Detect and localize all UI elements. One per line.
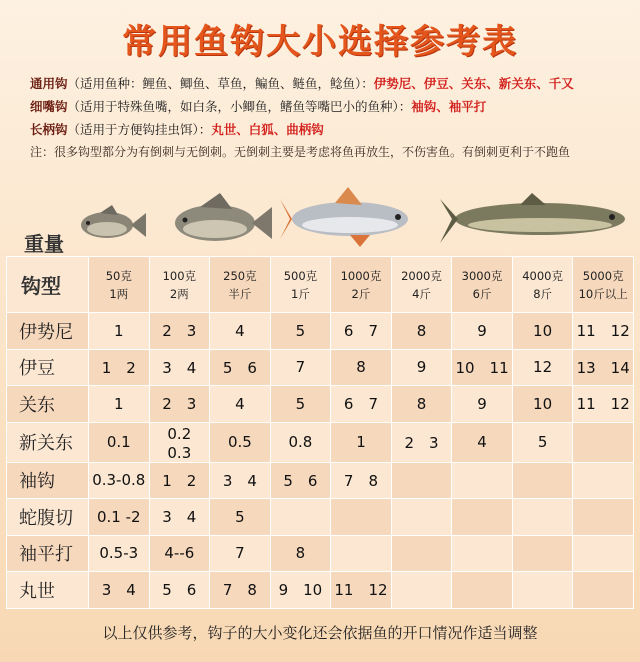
hook-size-cell: 9 xyxy=(452,386,513,423)
weight-column-header xyxy=(331,257,392,313)
hook-size-cell: 1 2 xyxy=(89,349,150,386)
weight-grams: 4000克 xyxy=(522,268,563,283)
hook-size-cell: 0.1 xyxy=(89,422,150,462)
hook-size-cell: 8 xyxy=(270,535,331,572)
table-row xyxy=(7,572,634,609)
note-hooks: 伊势尼、伊豆、关东、新关东、千又 xyxy=(373,76,574,91)
note-desc: （适用于方便钩挂虫饵）： xyxy=(67,122,212,137)
weight-jin: 6斤 xyxy=(472,286,492,301)
weight-column-header xyxy=(210,257,271,313)
note-long-shank-hooks xyxy=(30,118,630,141)
hook-size-cell: 5 xyxy=(270,313,331,350)
hook-size-cell: 0.3-0.8 xyxy=(89,462,150,499)
weight-jin: 1两 xyxy=(109,286,129,301)
footer-note: 以上仅供参考，钩子的大小变化还会依据鱼的开口情况作适当调整 xyxy=(102,624,538,642)
hook-size-cell: 1 xyxy=(331,422,392,462)
hook-size-cell: 1 xyxy=(89,386,150,423)
hook-size-cell: 9 xyxy=(391,349,452,386)
note-label: 通用钩 xyxy=(30,76,68,91)
hook-type-name: 伊势尼 xyxy=(7,313,89,350)
weight-column-header xyxy=(391,257,452,313)
hook-size-cell xyxy=(573,422,634,462)
hook-size-cell: 0.5 xyxy=(210,422,271,462)
hook-size-cell xyxy=(452,499,513,536)
hook-size-cell xyxy=(270,499,331,536)
weight-jin: 4斤 xyxy=(412,286,431,301)
hook-size-cell: 3 4 xyxy=(210,462,271,499)
hook-size-cell xyxy=(573,462,634,499)
weight-grams: 3000克 xyxy=(461,268,503,283)
hook-size-cell: 2 3 xyxy=(391,422,452,462)
weight-jin: 1斤 xyxy=(291,286,310,301)
hook-type-name: 新关东 xyxy=(7,422,89,462)
hook-type-name: 丸世 xyxy=(7,572,89,609)
hook-size-cell: 1 xyxy=(89,313,150,350)
hook-size-cell xyxy=(391,462,452,499)
hook-size-cell: 0.8 xyxy=(270,422,331,462)
hook-size-cell: 2 3 xyxy=(149,313,210,350)
hook-size-cell xyxy=(391,499,452,536)
note-hooks: 袖钩、袖平打 xyxy=(411,99,487,114)
hook-size-cell xyxy=(573,572,634,609)
hook-type-name: 袖平打 xyxy=(7,535,89,572)
hook-size-cell: 0.2 0.3 xyxy=(149,422,210,462)
hook-size-cell: 5 6 xyxy=(270,462,331,499)
weight-grams: 500克 xyxy=(283,268,318,283)
hook-size-cell: 5 6 xyxy=(210,349,271,386)
hook-size-cell: 2 3 xyxy=(149,386,210,423)
hook-type-name: 蛇腹切 xyxy=(7,499,89,536)
table-row xyxy=(7,313,634,350)
weight-column-header xyxy=(89,257,150,313)
weight-grams: 2000克 xyxy=(401,268,442,283)
note-desc: （适用鱼种：鲤鱼、鲫鱼、草鱼，鳊鱼、鲢鱼，鲶鱼）： xyxy=(67,76,374,91)
hook-size-cell: 9 xyxy=(452,313,513,350)
hook-size-cell: 4 xyxy=(210,313,271,350)
hook-size-cell: 6 7 xyxy=(331,313,392,350)
hook-size-cell xyxy=(391,535,452,572)
hook-type-name: 关东 xyxy=(7,386,89,423)
hook-size-cell: 4--6 xyxy=(149,535,210,572)
table-header-row xyxy=(7,257,634,313)
hook-size-cell: 5 xyxy=(512,422,573,462)
weight-column-header xyxy=(452,257,513,313)
hook-size-cell xyxy=(573,499,634,536)
hook-size-cell: 10 11 xyxy=(452,349,513,386)
hook-size-cell xyxy=(573,535,634,572)
hook-type-header: 钩型 xyxy=(7,257,89,313)
hook-size-cell xyxy=(512,572,573,609)
weight-jin: 8斤 xyxy=(533,286,553,301)
table-body xyxy=(7,257,634,609)
hook-size-cell: 8 xyxy=(391,386,452,423)
weight-jin: 2两 xyxy=(169,286,189,301)
hook-size-cell: 5 xyxy=(210,499,271,536)
note-hooks: 丸世、白狐、曲柄钩 xyxy=(211,122,324,137)
weight-column-header xyxy=(270,257,331,313)
hook-size-cell: 10 xyxy=(512,386,573,423)
hook-size-cell: 7 8 xyxy=(331,462,392,499)
hook-size-cell: 11 12 xyxy=(573,313,634,350)
weight-grams: 50克 xyxy=(105,268,132,283)
hook-size-cell xyxy=(331,535,392,572)
hook-size-cell: 0.1 -2 xyxy=(89,499,150,536)
hook-size-cell: 7 xyxy=(210,535,271,572)
note-thin-mouth-hooks xyxy=(30,95,630,118)
hook-size-cell: 10 xyxy=(512,313,573,350)
hook-size-cell: 13 14 xyxy=(573,349,634,386)
fish-50g-illustration xyxy=(81,205,146,238)
table-row xyxy=(7,422,634,462)
hook-size-cell: 7 xyxy=(270,349,331,386)
hook-notes xyxy=(30,72,630,164)
hook-type-name: 伊豆 xyxy=(7,349,89,386)
hook-size-cell xyxy=(452,572,513,609)
weight-jin: 2斤 xyxy=(351,286,371,301)
hook-size-cell xyxy=(391,572,452,609)
weight-grams: 5000克 xyxy=(582,268,624,283)
hook-size-cell: 5 xyxy=(270,386,331,423)
weight-grams: 1000克 xyxy=(340,268,382,283)
hook-size-cell xyxy=(512,462,573,499)
hook-size-cell xyxy=(452,535,513,572)
hook-size-cell: 8 xyxy=(331,349,392,386)
hook-size-cell: 8 xyxy=(391,313,452,350)
weight-jin: 半斤 xyxy=(228,286,252,301)
note-barb: 注：很多钩型都分为有倒刺与无倒刺。无倒刺主要是考虑将鱼再放生，不伤害鱼。有倒刺更利于不跑鱼 xyxy=(30,145,571,159)
weight-grams: 100克 xyxy=(162,268,197,283)
note-desc: （适用于特殊鱼嘴，如白条，小鲫鱼，鳍鱼等嘴巴小的鱼种）： xyxy=(67,99,412,114)
table-row xyxy=(7,499,634,536)
hook-size-cell: 3 4 xyxy=(149,349,210,386)
hook-size-cell: 11 12 xyxy=(573,386,634,423)
hook-size-cell: 3 4 xyxy=(89,572,150,609)
page-title: 常用鱼钩大小选择参考表 xyxy=(122,22,518,62)
table-row xyxy=(7,349,634,386)
note-general-hooks xyxy=(30,72,630,95)
hook-type-name: 袖钩 xyxy=(7,462,89,499)
hook-size-cell xyxy=(452,462,513,499)
hook-size-cell: 4 xyxy=(452,422,513,462)
hook-size-table xyxy=(6,256,634,609)
hook-size-cell: 1 2 xyxy=(149,462,210,499)
hook-size-cell: 6 7 xyxy=(331,386,392,423)
weight-column-header xyxy=(573,257,634,313)
table-row xyxy=(7,386,634,423)
table-row xyxy=(7,535,634,572)
weight-column-header xyxy=(149,257,210,313)
hook-size-cell: 12 xyxy=(512,349,573,386)
hook-size-cell xyxy=(512,499,573,536)
hook-size-cell: 7 8 xyxy=(210,572,271,609)
fish-illustrations xyxy=(0,185,640,255)
weight-grams: 250克 xyxy=(223,268,257,283)
note-label: 长柄钩 xyxy=(30,122,68,137)
note-label: 细嘴钩 xyxy=(30,99,68,114)
hook-size-cell xyxy=(512,535,573,572)
weight-jin: 10斤以上 xyxy=(578,286,628,301)
fish-250g-illustration xyxy=(175,193,272,241)
hook-size-cell: 0.5-3 xyxy=(89,535,150,572)
hook-size-cell: 9 10 xyxy=(270,572,331,609)
hook-size-cell: 3 4 xyxy=(149,499,210,536)
hook-size-cell: 5 6 xyxy=(149,572,210,609)
fish-5000g-illustration xyxy=(440,193,625,243)
hook-size-cell xyxy=(331,499,392,536)
weight-column-header xyxy=(512,257,573,313)
weight-axis-label: 重量 xyxy=(24,232,64,256)
table-row xyxy=(7,462,634,499)
hook-size-cell: 11 12 xyxy=(331,572,392,609)
fish-1000g-illustration xyxy=(280,187,408,247)
hook-size-cell: 4 xyxy=(210,386,271,423)
